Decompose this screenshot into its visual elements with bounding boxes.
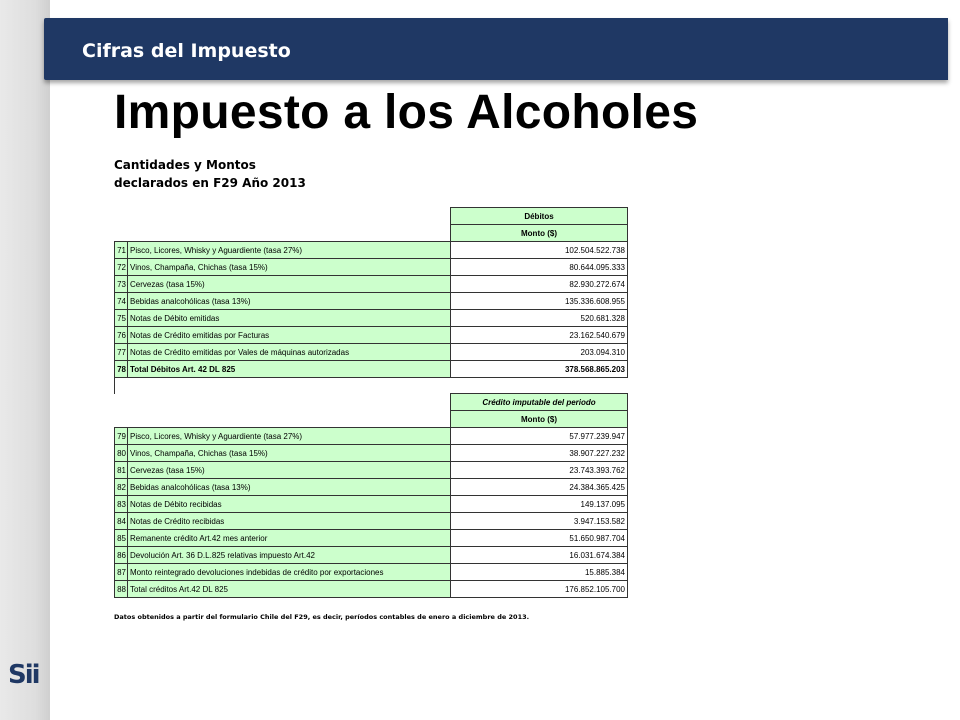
row-code: 88 [115,581,128,598]
page-title: Impuesto a los Alcoholes [114,86,699,139]
section-title: Cifras del Impuesto [82,40,291,62]
row-code: 74 [115,293,128,310]
debitos-row [115,276,628,293]
row-code: 76 [115,327,128,344]
creditos-row [115,564,628,581]
row-amount: 24.384.365.425 [451,479,628,496]
footnote: Datos obtenidos a partir del formulario Chile del F29, es decir, períodos contables de enero a diciembre de 2013. [114,613,530,621]
creditos-row [115,513,628,530]
debitos-row [115,344,628,361]
row-label: Vinos, Champaña, Chichas (tasa 15%) [128,259,451,276]
creditos-row [115,428,628,445]
row-amount: 82.930.272.674 [451,276,628,293]
row-code: 77 [115,344,128,361]
row-amount: 135.336.608.955 [451,293,628,310]
row-label: Cervezas (tasa 15%) [128,462,451,479]
row-amount: 149.137.095 [451,496,628,513]
row-label: Notas de Débito emitidas [128,310,451,327]
row-amount: 51.650.987.704 [451,530,628,547]
row-code: 80 [115,445,128,462]
row-label: Notas de Crédito emitidas por Vales de máquinas autorizadas [128,344,451,361]
creditos-column-header: Monto ($) [451,411,628,428]
row-amount: 16.031.674.384 [451,547,628,564]
row-amount: 203.094.310 [451,344,628,361]
creditos-row [115,479,628,496]
left-decorative-strip [0,0,50,720]
creditos-row [115,462,628,479]
creditos-row [115,581,628,598]
creditos-group-header-row [115,394,628,411]
row-code: 87 [115,564,128,581]
row-amount: 38.907.227.232 [451,445,628,462]
row-code: 75 [115,310,128,327]
creditos-row [115,547,628,564]
row-label: Total créditos Art.42 DL 825 [128,581,451,598]
row-code: 78 [115,361,128,378]
row-amount: 176.852.105.700 [451,581,628,598]
creditos-column-header-row [115,411,628,428]
row-label: Notas de Crédito recibidas [128,513,451,530]
row-code: 72 [115,259,128,276]
row-label: Total Débitos Art. 42 DL 825 [128,361,451,378]
row-code: 71 [115,242,128,259]
row-amount: 23.743.393.762 [451,462,628,479]
creditos-row [115,445,628,462]
row-label: Notas de Débito recibidas [128,496,451,513]
row-amount: 80.644.095.333 [451,259,628,276]
row-code: 86 [115,547,128,564]
debitos-column-header: Monto ($) [451,225,628,242]
debitos-table [114,207,628,378]
debitos-group-header: Débitos [451,208,628,225]
row-label: Remanente crédito Art.42 mes anterior [128,530,451,547]
row-label: Notas de Crédito emitidas por Facturas [128,327,451,344]
debitos-column-header-row [115,225,628,242]
creditos-table [114,393,628,598]
row-label: Monto reintegrado devoluciones indebidas de crédito por exportaciones [128,564,451,581]
row-amount: 102.504.522.738 [451,242,628,259]
row-code: 84 [115,513,128,530]
creditos-row [115,530,628,547]
row-amount: 378.568.865.203 [451,361,628,378]
row-label: Bebidas analcohólicas (tasa 13%) [128,479,451,496]
row-label: Pisco, Licores, Whisky y Aguardiente (tasa 27%) [128,242,451,259]
row-code: 81 [115,462,128,479]
debitos-row [115,259,628,276]
row-label: Pisco, Licores, Whisky y Aguardiente (tasa 27%) [128,428,451,445]
debitos-row [115,327,628,344]
debitos-row [115,310,628,327]
row-code: 82 [115,479,128,496]
row-code: 79 [115,428,128,445]
creditos-row [115,496,628,513]
row-amount: 520.681.328 [451,310,628,327]
row-label: Cervezas (tasa 15%) [128,276,451,293]
table-divider-line [114,377,115,394]
debitos-group-header-row [115,208,628,225]
row-label: Vinos, Champaña, Chichas (tasa 15%) [128,445,451,462]
row-amount: 23.162.540.679 [451,327,628,344]
debitos-row [115,361,628,378]
debitos-row [115,242,628,259]
debitos-row [115,293,628,310]
row-code: 85 [115,530,128,547]
row-amount: 3.947.153.582 [451,513,628,530]
row-amount: 15.885.384 [451,564,628,581]
row-code: 73 [115,276,128,293]
header-banner [44,18,948,80]
page-subtitle: Cantidades y Montos declarados en F29 Año 2013 [114,158,306,190]
row-amount: 57.977.239.947 [451,428,628,445]
row-code: 83 [115,496,128,513]
row-label: Devolución Art. 36 D.L.825 relativas impuesto Art.42 [128,547,451,564]
creditos-group-header: Crédito imputable del periodo [451,394,628,411]
row-label: Bebidas analcohólicas (tasa 13%) [128,293,451,310]
sii-logo: Sii [8,660,39,690]
